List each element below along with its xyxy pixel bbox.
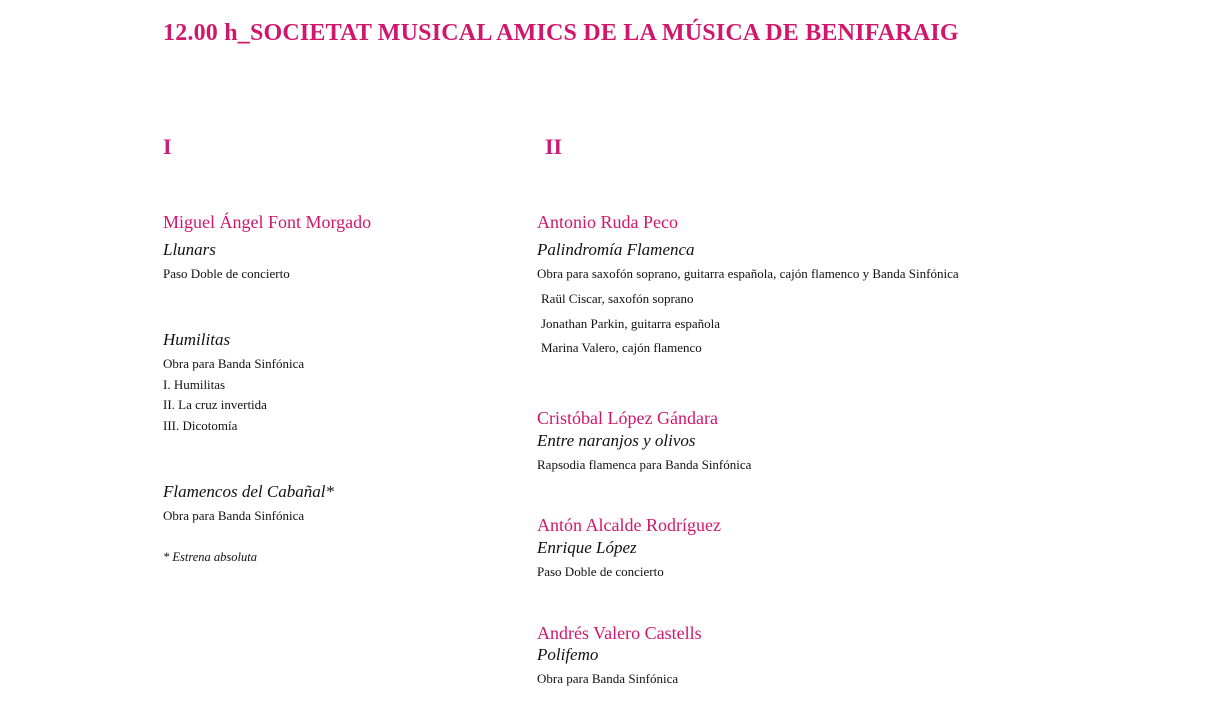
composer-name: Miguel Ángel Font Morgado: [163, 212, 372, 232]
performer-line: Raül Ciscar, saxofón soprano: [541, 291, 694, 306]
part-one-label: I: [163, 134, 172, 159]
work-description: Rapsodia flamenca para Banda Sinfónica: [537, 457, 752, 472]
work-description: Obra para Banda Sinfónica: [163, 356, 305, 371]
composer-name: Antón Alcalde Rodríguez: [537, 515, 721, 535]
work-title: Entre naranjos y olivos: [537, 431, 696, 450]
work-title: Polifemo: [537, 645, 599, 664]
composer-name: Antonio Ruda Peco: [537, 212, 678, 232]
footnote: * Estrena absoluta: [163, 550, 257, 564]
work-title: Humilitas: [163, 330, 231, 349]
work-title: Enrique López: [537, 538, 637, 557]
work-description: Obra para Banda Sinfónica: [163, 508, 305, 523]
movement-item: I. Humilitas: [163, 377, 226, 392]
movement-item: III. Dicotomía: [163, 418, 238, 433]
work-description: Obra para saxofón soprano, guitarra española, cajón flamenco y Banda Sinfónica: [537, 266, 959, 281]
performer-line: Jonathan Parkin, guitarra española: [541, 316, 721, 331]
movement-item: II. La cruz invertida: [163, 397, 267, 412]
composer-name: Cristóbal López Gándara: [537, 408, 718, 428]
part-two-label: II: [545, 134, 563, 159]
work-title: Flamencos del Cabañal*: [163, 482, 334, 501]
page-title: 12.00 h_SOCIETAT MUSICAL AMICS DE LA MÚSICA DE BENIFARAIG: [163, 20, 959, 46]
performer-line: Marina Valero, cajón flamenco: [541, 340, 702, 355]
work-description: Paso Doble de concierto: [163, 266, 290, 281]
work-description: Obra para Banda Sinfónica: [537, 671, 679, 686]
work-title: Palindromía Flamenca: [537, 240, 695, 259]
work-description: Paso Doble de concierto: [537, 564, 664, 579]
work-title: Llunars: [163, 240, 216, 259]
composer-name: Andrés Valero Castells: [537, 623, 702, 643]
